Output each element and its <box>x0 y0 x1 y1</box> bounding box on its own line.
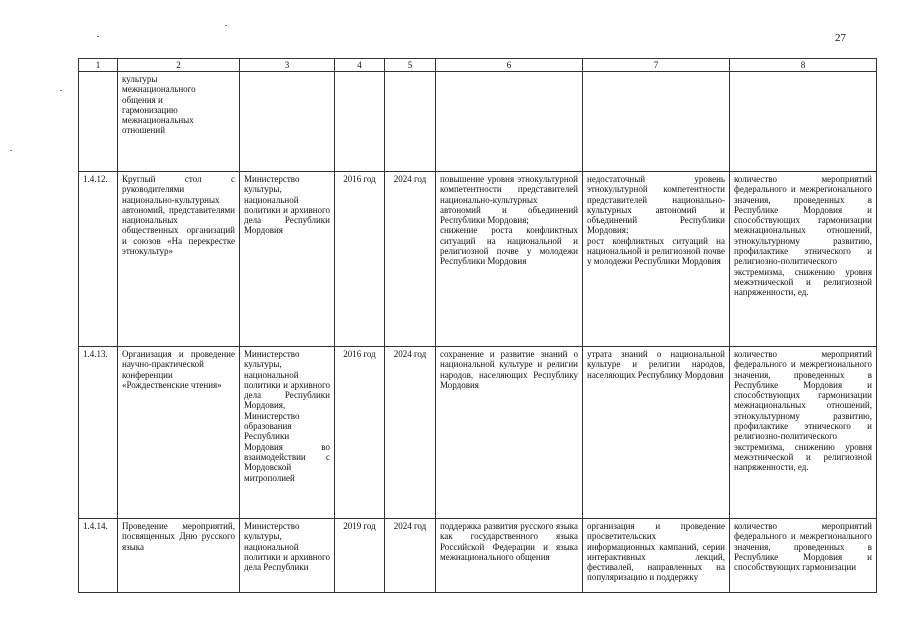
program-table <box>78 58 877 593</box>
col-header-6: 6 <box>436 59 583 72</box>
col-header-1: 1 <box>79 59 118 72</box>
indicator: количество мероприятий федерального и межрегионального значения, проведенных в Республике Мордовия и способствующих гармонизации межнациональных отношений, этнокультурному развитию, профилактике этнического и религиозно-политического экстремизма, снижению уровня межэтнической и религиозной напряженности, ед. <box>730 347 877 519</box>
table-row <box>79 172 877 347</box>
executor: Министерство культуры, национальной политики и архивного дела Республики Мордовия, Министерство образования Республики Мордовия во взаимодействии с Мордовской митрополией <box>240 347 335 519</box>
col-header-2: 2 <box>118 59 240 72</box>
col-header-4: 4 <box>335 59 385 72</box>
indicator <box>730 72 877 172</box>
end-year: 2024 год <box>385 347 436 519</box>
start-year <box>335 72 385 172</box>
executor: Министерство культуры, национальной политики и архивного дела Республики <box>240 519 335 593</box>
end-year: 2024 год <box>385 519 436 593</box>
start-year: 2019 год <box>335 519 385 593</box>
indicator: количество мероприятий федерального и межрегионального значения, проведенных в Республике Мордовия и способствующих гармонизации <box>730 519 877 593</box>
table-row <box>79 519 877 593</box>
expected-result: сохранение и развитие знаний о национальной культуре и религии народов, населяющих Республику Мордовия <box>436 347 583 519</box>
expected-result: повышение уровня этнокультурной компетентности представителей национально-культурных автономий и объединений Республики Мордовия; снижение роста конфликтных ситуаций на национальной и религиозной почве у молодежи Республики Мордовия <box>436 172 583 347</box>
col-header-8: 8 <box>730 59 877 72</box>
end-year <box>385 72 436 172</box>
table-row <box>79 347 877 519</box>
start-year: 2016 год <box>335 172 385 347</box>
col-header-7: 7 <box>583 59 730 72</box>
start-year: 2016 год <box>335 347 385 519</box>
row-number: 1.4.14. <box>79 519 118 593</box>
non-fulfillment-consequence: утрата знаний о национальной культуре и религии народов, населяющих Республику Мордовия <box>583 347 730 519</box>
expected-result: поддержка развития русского языка как государственного языка Российской Федерации и языка межнационального общения <box>436 519 583 593</box>
event-name: Круглый стол с руководителями национально-культурных автономий, представителями национальных общественных организаций и союзов «На перекрестке этнокультур» <box>118 172 240 347</box>
indicator: количество мероприятий федерального и межрегионального значения, проведенных в Республике Мордовия и способствующих гармонизации межнациональных отношений, этнокультурному развитию, профилактике этнического и религиозно-политического экстремизма, снижению уровня межэтнической и религиозной напряженности, ед. <box>730 172 877 347</box>
row-number: 1.4.12. <box>79 172 118 347</box>
row-number: 1.4.13. <box>79 347 118 519</box>
table-row <box>79 72 877 172</box>
expected-result <box>436 72 583 172</box>
executor: Министерство культуры, национальной политики и архивного дела Республики Мордовия <box>240 172 335 347</box>
page-number: 27 <box>835 32 846 44</box>
non-fulfillment-consequence: организация и проведение просветительских информационных кампаний, серии интерактивных лекций, фестивалей, направленных на популяризацию и поддержку <box>583 519 730 593</box>
col-header-3: 3 <box>240 59 335 72</box>
event-name: Организация и проведение научно-практической конференции «Рождественские чтения» <box>118 347 240 519</box>
non-fulfillment-consequence <box>583 72 730 172</box>
row-number <box>79 72 118 172</box>
executor <box>240 72 335 172</box>
header-row <box>79 59 877 72</box>
non-fulfillment-consequence: недостаточный уровень этнокультурной компетентности представителей национально-культурных автономий и объединений Республики Мордовия; рост конфликтных ситуаций на национальной и религиозной почве у молодежи Республики Мордовия <box>583 172 730 347</box>
end-year: 2024 год <box>385 172 436 347</box>
event-name: культуры межнационального общения и гармонизацию межнациональных отношений <box>118 72 240 172</box>
col-header-5: 5 <box>385 59 436 72</box>
event-name: Проведение мероприятий, посвященных Дню русского языка <box>118 519 240 593</box>
